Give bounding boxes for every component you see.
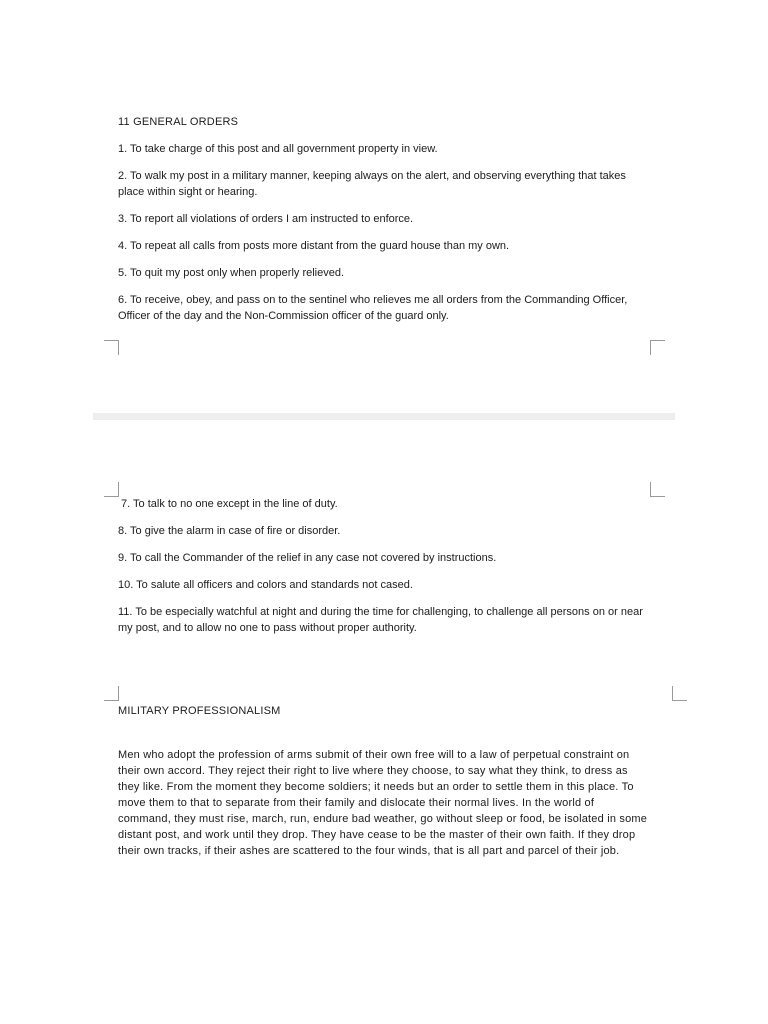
general-orders-continued: [118, 496, 648, 647]
general-order-8: 8. To give the alarm in case of fire or disorder.: [118, 525, 341, 537]
general-order-4: 4. To repeat all calls from posts more distant from the guard house than my own.: [118, 240, 510, 252]
military-professionalism-heading: MILITARY PROFESSIONALISM: [118, 705, 281, 717]
section-margin-mark-right: [672, 686, 687, 701]
general-order-5: 5. To quit my post only when properly relieved.: [118, 267, 345, 279]
general-order-7: 7. To talk to no one except in the line of duty.: [121, 498, 338, 510]
section-margin-mark-left: [104, 686, 119, 701]
general-order-1: 1. To take charge of this post and all government property in view.: [118, 143, 438, 155]
page-margin-mark-top-right: [650, 482, 665, 497]
general-order-2: 2. To walk my post in a military manner, keeping always on the alert, and observing everything that takes place within sight or hearing.: [118, 170, 626, 198]
page-separator: [93, 413, 675, 420]
military-professionalism-paragraph: Men who adopt the profession of arms submit of their own free will to a law of perpetual constraint on their own accord. They reject their right to live where they choose, to say what they think, to dress as they like. From the moment they become soldiers; it needs but an order to settle them in this place. To move them to that to separate from their family and dislocate their normal lives. In the world of command, they must rise, march, run, endure bad weather, go without sleep or food, be isolated in some distant post, and work until they drop. They have cease to be the master of their own faith. If they drop their own tracks, if their ashes are scattered to the four winds, that is all part and parcel of their job.: [118, 749, 648, 857]
document-page-2: [0, 421, 768, 1024]
general-orders-heading: 11 GENERAL ORDERS: [118, 116, 239, 128]
general-order-10: 10. To salute all officers and colors and standards not cased.: [118, 579, 413, 591]
document-page-1: [0, 0, 768, 415]
general-order-3: 3. To report all violations of orders I am instructed to enforce.: [118, 213, 414, 225]
general-order-6: 6. To receive, obey, and pass on to the sentinel who relieves me all orders from the Commanding Officer, Officer of the day and the Non-Commission officer of the guard only.: [118, 294, 628, 322]
general-order-9: 9. To call the Commander of the relief in any case not covered by instructions.: [118, 552, 497, 564]
page-margin-mark-bottom-left: [104, 340, 119, 355]
page-margin-mark-top-left: [104, 482, 119, 497]
general-order-11: 11. To be especially watchful at night and during the time for challenging, to challenge all persons on or near my post, and to allow no one to pass without proper authority.: [118, 606, 643, 634]
page-margin-mark-bottom-right: [650, 340, 665, 355]
military-professionalism-section: [118, 703, 648, 859]
general-orders-section: [118, 114, 648, 335]
